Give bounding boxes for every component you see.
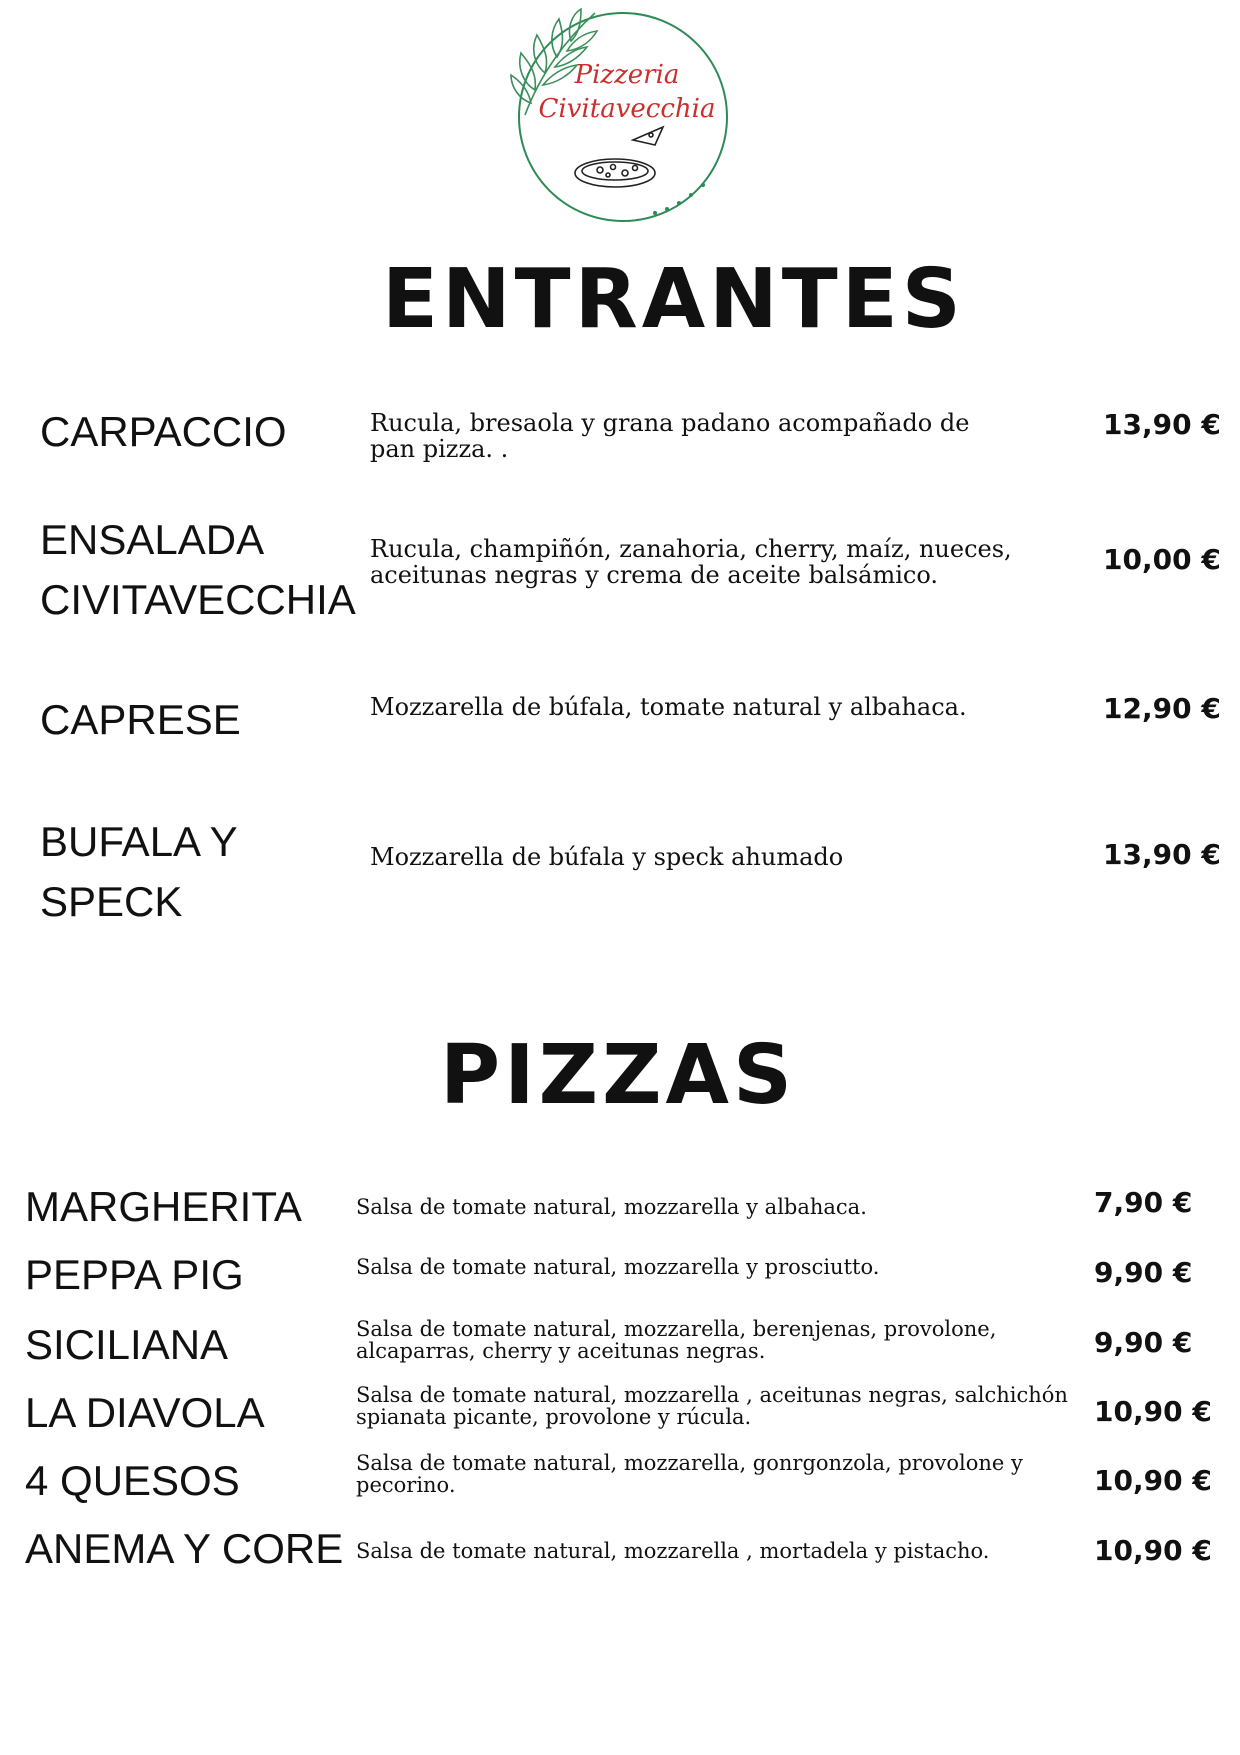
dish-price: 13,90 € (1103, 838, 1221, 871)
pizza-price: 10,90 € (1094, 1464, 1212, 1497)
pizza-price: 9,90 € (1094, 1326, 1193, 1359)
dish-name: CARPACCIO (40, 408, 287, 455)
pizza-price: 10,90 € (1094, 1395, 1212, 1428)
logo-line-2: Civitavecchia (538, 94, 716, 124)
pizza-name: SICILIANA (25, 1321, 229, 1368)
entrantes-title: ENTRANTES (382, 252, 965, 347)
pizza-description: Salsa de tomate natural, mozzarella, gonrgonzola, provolone y pecorino. (356, 1451, 1023, 1497)
pizza-description: Salsa de tomate natural, mozzarella y albahaca. (356, 1195, 867, 1219)
dish-price: 13,90 € (1103, 408, 1221, 441)
pizza-description: Salsa de tomate natural, mozzarella , aceitunas negras, salchichón spianata picante, provolone y rúcula. (356, 1383, 1068, 1429)
pizza-name: 4 QUESOS (25, 1457, 240, 1504)
logo-line-1: Pizzeria (574, 60, 680, 90)
dish-name: CAPRESE (40, 696, 241, 743)
dish-description: Rucula, champiñón, zanahoria, cherry, maíz, nueces, aceitunas negras y crema de aceite balsámico. (370, 535, 1012, 589)
pizzeria-logo (505, 5, 745, 235)
pizza-description: Salsa de tomate natural, mozzarella, berenjenas, provolone, alcaparras, cherry y aceitunas negras. (356, 1317, 997, 1363)
pizza-price: 7,90 € (1094, 1186, 1193, 1219)
pizza-name: PEPPA PIG (25, 1251, 244, 1298)
pizza-description: Salsa de tomate natural, mozzarella y prosciutto. (356, 1255, 880, 1279)
pizza-name: ANEMA Y CORE (25, 1525, 344, 1572)
dish-description: Mozzarella de búfala y speck ahumado (370, 843, 844, 871)
dish-description: Mozzarella de búfala, tomate natural y albahaca. (370, 693, 967, 721)
dots-decoration (653, 183, 705, 215)
pizza-name: LA DIAVOLA (25, 1389, 265, 1436)
pizza-price: 9,90 € (1094, 1256, 1193, 1289)
pizza-name: MARGHERITA (25, 1183, 302, 1230)
pizzas-title: PIZZAS (440, 1028, 797, 1123)
pizza-icon (575, 127, 663, 187)
pizza-price: 10,90 € (1094, 1534, 1212, 1567)
dish-price: 12,90 € (1103, 692, 1221, 725)
dish-name: BUFALA Y SPECK (40, 818, 238, 925)
dish-description: Rucula, bresaola y grana padano acompañado de pan pizza. . (370, 409, 970, 463)
dish-price: 10,00 € (1103, 543, 1221, 576)
pizza-description: Salsa de tomate natural, mozzarella , mortadela y pistacho. (356, 1539, 990, 1563)
dish-name: ENSALADA CIVITAVECCHIA (40, 516, 356, 623)
